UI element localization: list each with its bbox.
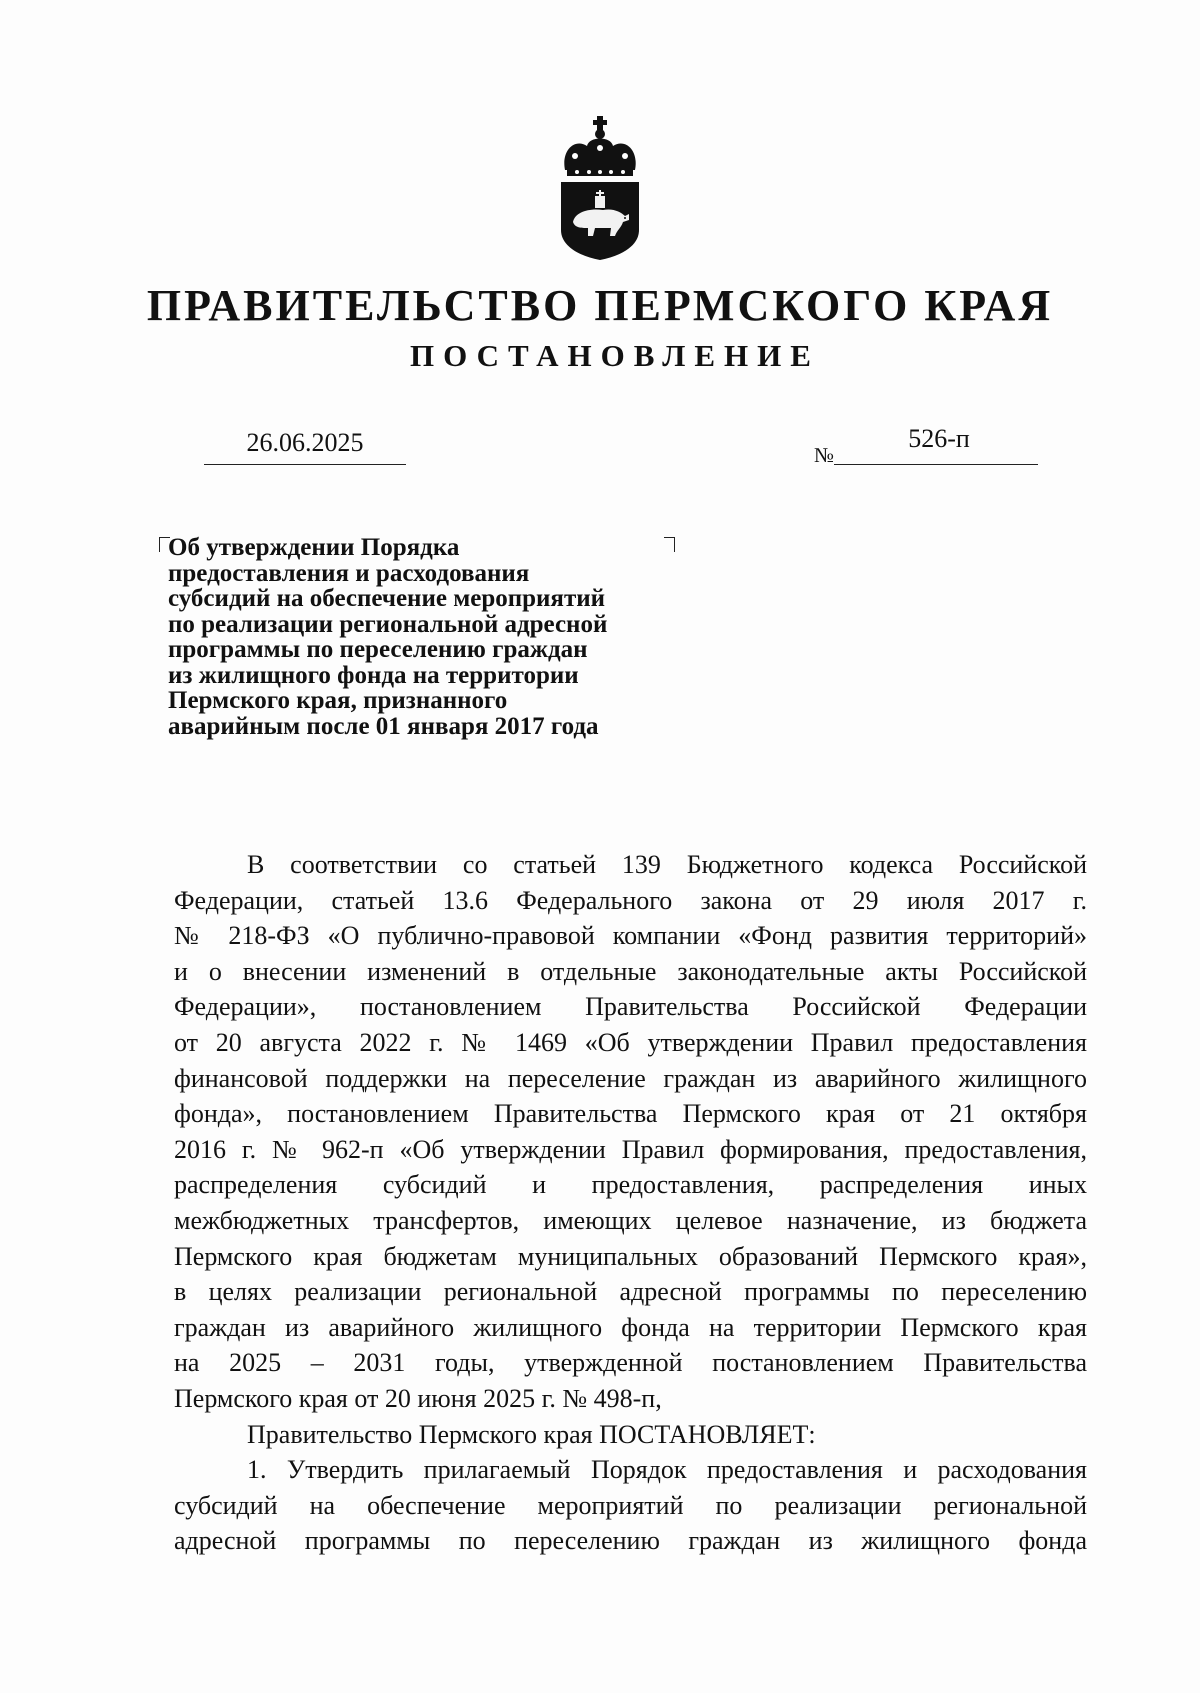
body-line: Пермского края от 20 июня 2025 г. № 498-п, xyxy=(174,1383,662,1413)
resolution-line: Правительство Пермского края ПОСТАНОВЛЯЕТ: xyxy=(247,1419,816,1449)
body-line: Пермского края бюджетам муниципальных образований Пермского края», xyxy=(174,1241,1087,1271)
document-number: 526-п xyxy=(908,424,970,453)
government-title: ПРАВИТЕЛЬСТВО ПЕРМСКОГО КРАЯ xyxy=(146,281,1054,330)
number-label: № xyxy=(814,443,835,467)
body-line: 2016 г. № 962-п «Об утверждении Правил формирования, предоставления, xyxy=(174,1134,1087,1164)
document-type: ПОСТАНОВЛЕНИЕ xyxy=(410,338,820,373)
subject-line: из жилищного фонда на территории xyxy=(168,661,579,689)
body-line: межбюджетных трансфертов, имеющих целевое назначение, из бюджета xyxy=(174,1205,1087,1235)
subject-line: предоставления и расходования xyxy=(168,559,530,587)
body-line: распределения субсидий и предоставления, распределения иных xyxy=(174,1170,1087,1200)
body-line: Федерации», постановлением Правительства Российской Федерации xyxy=(174,992,1087,1022)
document-date: 26.06.2025 xyxy=(246,428,364,457)
subject-line: программы по переселению граждан xyxy=(168,636,588,663)
body-line: и о внесении изменений в отдельные законодательные акты Российской xyxy=(174,956,1087,986)
subject-line: Пермского края, признанного xyxy=(168,687,508,714)
body-line: Федерации, статьей 13.6 Федерального закона от 29 июля 2017 г. xyxy=(174,885,1087,915)
subject-line: аварийным после 01 января 2017 года xyxy=(168,712,599,740)
body-line: в целях реализации региональной адресной программы по переселению xyxy=(174,1277,1087,1307)
document-number-field xyxy=(834,420,1038,465)
body-line: финансовой поддержки на переселение граждан из аварийного жилищного xyxy=(174,1063,1087,1093)
body-line: № 218-ФЗ «О публично-правовой компании «Фонд развития территорий» xyxy=(174,921,1087,951)
body-line: В соответствии со статьей 139 Бюджетного кодекса Российской xyxy=(247,850,1087,879)
document-body xyxy=(174,847,1087,1559)
body-line: от 20 августа 2022 г. № 1469 «Об утверждении Правил предоставления xyxy=(174,1027,1087,1057)
body-line: адресной программы по переселению граждан из жилищного фонда xyxy=(174,1526,1087,1556)
subject-line: по реализации региональной адресной xyxy=(168,610,608,638)
subject-line: Об утверждении Порядка xyxy=(168,534,460,561)
perm-krai-coat-of-arms-icon xyxy=(555,112,645,262)
body-line: на 2025 – 2031 годы, утвержденной постановлением Правительства xyxy=(174,1348,1087,1378)
body-line: граждан из аварийного жилищного фонда на территории Пермского края xyxy=(174,1312,1087,1342)
body-line: субсидий на обеспечение мероприятий по реализации региональной xyxy=(174,1490,1087,1520)
document-date-field xyxy=(204,424,406,465)
body-line: фонда», постановлением Правительства Пермского края от 21 октября xyxy=(174,1099,1087,1129)
subject-line: субсидий на обеспечение мероприятий xyxy=(168,585,606,612)
document-subject xyxy=(168,535,688,739)
body-line: 1. Утвердить прилагаемый Порядок предоставления и расходования xyxy=(247,1455,1087,1485)
